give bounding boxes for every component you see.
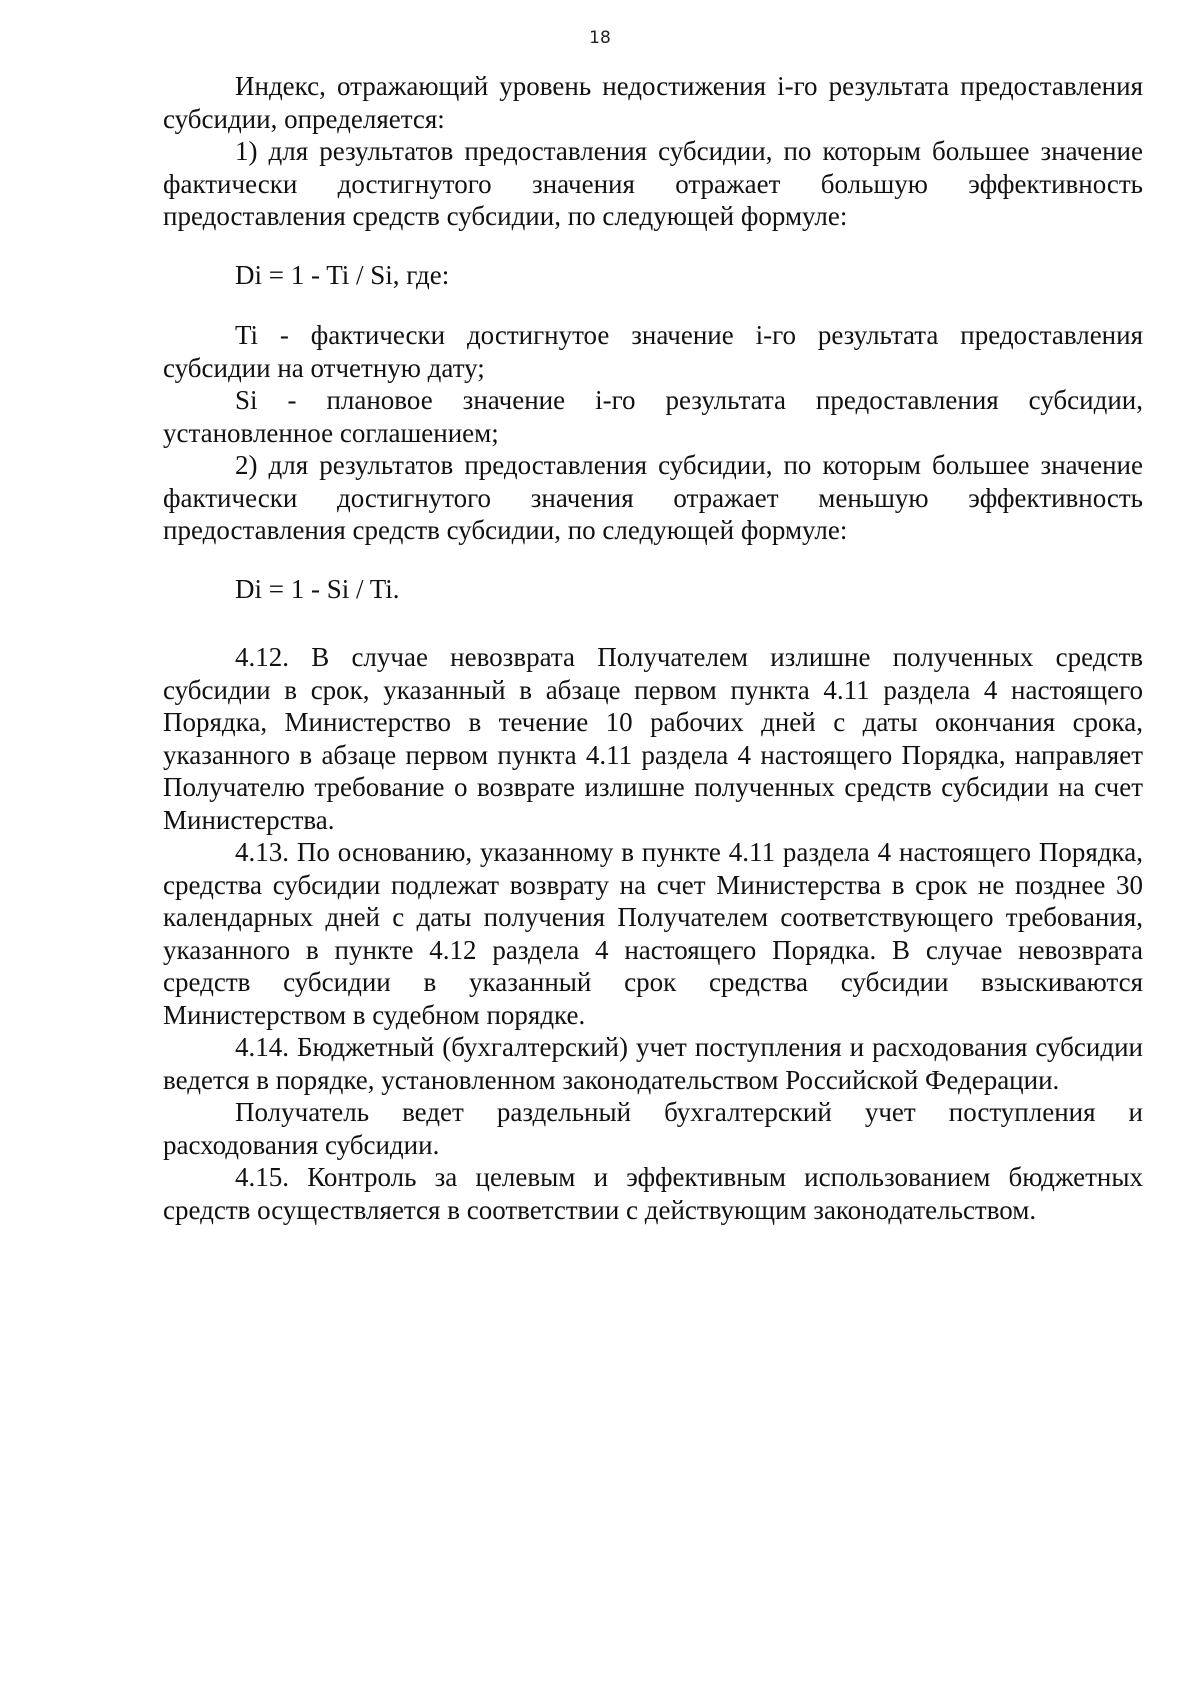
paragraph-recipient-accounting: Получатель ведет раздельный бухгалтерский учет поступления и расходования субсидии. [163,1097,1143,1160]
formula-1: Di = 1 - Ti / Si, где: [235,259,450,290]
paragraph-4-12: 4.12. В случае невозврата Получателем излишне полученных средств субсидии в срок, указанный в абзаце первом пункта 4.11 раздела 4 настоящего Порядка, Министерство в течение 10 рабочих дней с даты окончания срока, указанного в абзаце первом пункта 4.11 раздела 4 настоящего Порядка, направляет Получателю требование о возврате излишне полученных средств субсидии на счет Министерства. [163,642,1143,835]
spacer [163,605,1143,641]
formula-2: Di = 1 - Si / Ti. [235,573,400,604]
paragraph-case-1: 1) для результатов предоставления субсидии, по которым большее значение фактически достигнутого значения отражает большую эффективность предоставления средств субсидии, по следующей формуле: [163,136,1143,231]
paragraph-4-13: 4.13. По основанию, указанному в пункте 4.11 раздела 4 настоящего Порядка, средства субсидии подлежат возврату на счет Министерства в срок не позднее 30 календарных дней с даты получения Получателем соответствующего требования, указанного в пункте 4.12 раздела 4 настоящего Порядка. В случае невозврата средств субсидии в указанный срок средства субсидии взыскиваются Министерством в судебном порядке. [163,837,1143,1030]
paragraph-case-2: 2) для результатов предоставления субсидии, по которым большее значение фактически достигнутого значения отражает меньшую эффективность предоставления средств субсидии, по следующей формуле: [163,450,1143,545]
paragraph-ti-definition: Ti - фактически достигнутое значение i-го результата предоставления субсидии на отчетную дату; [163,320,1143,383]
paragraph-index-definition: Индекс, отражающий уровень недостижения i-го результата предоставления субсидии, определяется: [163,71,1143,134]
paragraph-4-14: 4.14. Бюджетный (бухгалтерский) учет поступления и расходования субсидии ведется в порядке, установленном законодательством Российской Федерации. [163,1032,1143,1095]
page-number: 18 [589,28,611,48]
document-body [163,70,1143,1226]
paragraph-si-definition: Si - плановое значение i-го результата предоставления субсидии, установленное соглашением; [163,385,1143,448]
paragraph-4-15: 4.15. Контроль за целевым и эффективным использованием бюджетных средств осуществляется в соответствии с действующим законодательством. [163,1162,1143,1225]
spacer [163,547,1143,573]
spacer [163,291,1143,319]
spacer [163,233,1143,259]
